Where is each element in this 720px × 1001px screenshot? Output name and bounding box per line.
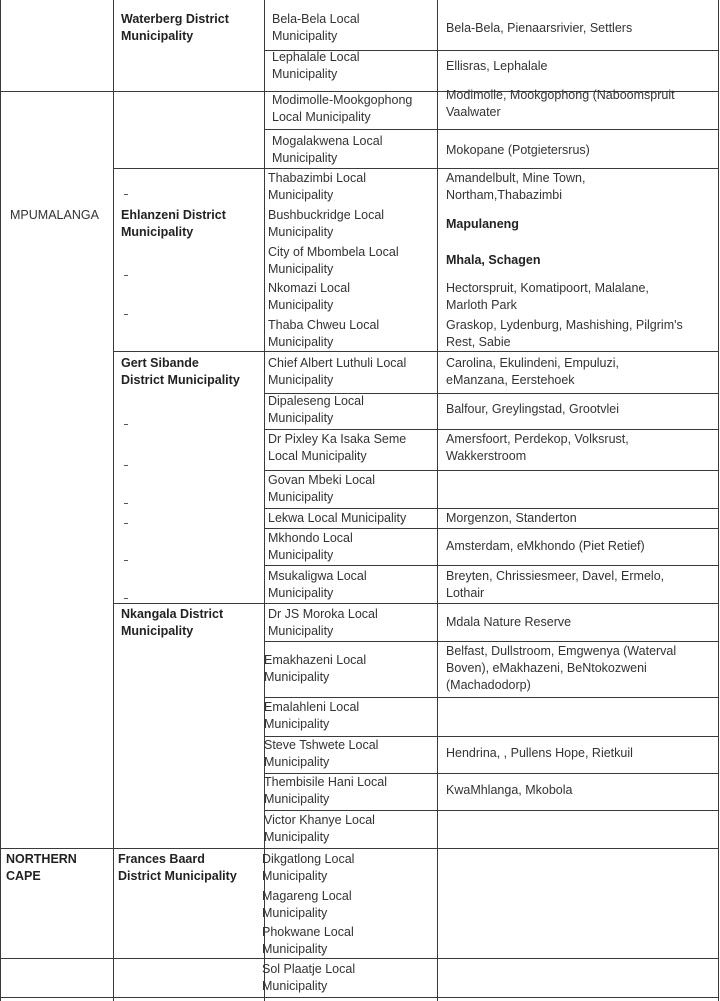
local-municipality-name: Phokwane Local (262, 925, 354, 939)
towns-cell: Lothair (446, 586, 485, 600)
towns-cell: Morgenzon, Standerton (446, 511, 577, 525)
district-name: Municipality (121, 624, 194, 638)
towns-cell: Carolina, Ekulindeni, Empuluzi, (446, 356, 620, 370)
province-name: NORTHERN (6, 852, 77, 866)
local-municipality-name: Municipality (268, 262, 334, 276)
towns-cell: (Machadodorp) (446, 678, 531, 692)
towns-cell: Northam,Thabazimbi (446, 188, 563, 202)
district-name: Municipality (121, 29, 194, 43)
towns-cell: Mapulaneng (446, 217, 519, 231)
district-name: Waterberg District (121, 12, 229, 26)
local-municipality-name: Municipality (264, 717, 330, 731)
local-municipality-name: Municipality (268, 298, 334, 312)
local-municipality-name: Municipality (272, 151, 338, 165)
local-municipality-name: Thaba Chweu Local (268, 318, 380, 332)
local-municipality-name: Msukaligwa Local (268, 569, 367, 583)
local-municipality-name: Municipality (262, 979, 328, 993)
local-municipality-name: Municipality (268, 373, 334, 387)
local-municipality-name: Nkomazi Local (268, 281, 350, 295)
local-municipality-name: Steve Tshwete Local (264, 738, 379, 752)
towns-cell: Vaalwater (446, 105, 501, 119)
local-municipality-name: Municipality (268, 586, 334, 600)
towns-cell: Amersfoort, Perdekop, Volksrust, (446, 432, 629, 446)
towns-cell: Balfour, Greylingstad, Grootvlei (446, 402, 619, 416)
local-municipality-name: Mogalakwena Local (272, 134, 383, 148)
local-municipality-name: Govan Mbeki Local (268, 473, 376, 487)
towns-cell: Ellisras, Lephalale (446, 59, 548, 73)
local-municipality-name: Municipality (268, 188, 334, 202)
local-municipality-name: Dikgatlong Local (262, 852, 355, 866)
local-municipality-name: Municipality (264, 670, 330, 684)
local-municipality-name: Lekwa Local Municipality (268, 511, 407, 525)
local-municipality-name: Municipality (262, 869, 328, 883)
towns-cell: Hectorspruit, Komatipoort, Malalane, (446, 281, 649, 295)
towns-cell: Modimolle, Mookgophong (Naboomspruit (446, 88, 675, 102)
local-municipality-name: Municipality (268, 335, 334, 349)
towns-cell: Hendrina, , Pullens Hope, Rietkuil (446, 746, 633, 760)
local-municipality-name: Municipality (268, 411, 334, 425)
local-municipality-name: Lephalale Local (272, 50, 360, 64)
local-municipality-name: Dipaleseng Local (268, 394, 364, 408)
local-municipality-name: Magareng Local (262, 889, 352, 903)
local-municipality-name: Thembisile Hani Local (264, 775, 387, 789)
local-municipality-name: Modimolle-Mookgophong (272, 93, 413, 107)
local-municipality-name: Municipality (268, 490, 334, 504)
district-name: Gert Sibande (121, 356, 199, 370)
local-municipality-name: Municipality (268, 225, 334, 239)
local-municipality-name: Bushbuckridge Local (268, 208, 385, 222)
local-municipality-name: Municipality (272, 29, 338, 43)
district-name: Nkangala District (121, 607, 224, 621)
towns-cell: Graskop, Lydenburg, Mashishing, Pilgrim's (446, 318, 683, 332)
province-name: MPUMALANGA (10, 208, 99, 222)
local-municipality-name: Municipality (272, 67, 338, 81)
district-name: District Municipality (121, 373, 240, 387)
towns-cell: Marloth Park (446, 298, 517, 312)
local-municipality-name: Victor Khanye Local (264, 813, 375, 827)
local-municipality-name: Sol Plaatje Local (262, 962, 356, 976)
towns-cell: Amandelbult, Mine Town, (446, 171, 586, 185)
local-municipality-name: Mkhondo Local (268, 531, 353, 545)
local-municipality-name: Thabazimbi Local (268, 171, 366, 185)
local-municipality-name: City of Mbombela Local (268, 245, 399, 259)
towns-cell: Bela-Bela, Pienaarsrivier, Settlers (446, 21, 633, 35)
towns-cell: KwaMhlanga, Mkobola (446, 783, 573, 797)
towns-cell: Rest, Sabie (446, 335, 511, 349)
local-municipality-name: Bela-Bela Local (272, 12, 360, 26)
local-municipality-name: Emalahleni Local (264, 700, 360, 714)
towns-cell: Wakkerstroom (446, 449, 527, 463)
towns-cell: Belfast, Dullstroom, Emgwenya (Waterval (446, 644, 677, 658)
local-municipality-name: Municipality (268, 624, 334, 638)
local-municipality-name: Municipality (268, 548, 334, 562)
towns-cell: eManzana, Eerstehoek (446, 373, 575, 387)
local-municipality-name: Dr JS Moroka Local (268, 607, 378, 621)
towns-cell: Breyten, Chrissiesmeer, Davel, Ermelo, (446, 569, 665, 583)
local-municipality-name: Municipality (264, 792, 330, 806)
local-municipality-name: Municipality (262, 942, 328, 956)
district-name: District Municipality (118, 869, 237, 883)
local-municipality-name: Emakhazeni Local (264, 653, 367, 667)
local-municipality-name: Municipality (264, 755, 330, 769)
local-municipality-name: Municipality (262, 906, 328, 920)
local-municipality-name: Chief Albert Luthuli Local (268, 356, 407, 370)
district-name: Frances Baard (118, 852, 205, 866)
local-municipality-name: Municipality (264, 830, 330, 844)
towns-cell: Mokopane (Potgietersrus) (446, 143, 590, 157)
district-name: Municipality (121, 225, 194, 239)
province-name: CAPE (6, 869, 41, 883)
towns-cell: Amsterdam, eMkhondo (Piet Retief) (446, 539, 645, 553)
local-municipality-name: Local Municipality (268, 449, 367, 463)
district-name: Ehlanzeni District (121, 208, 226, 222)
towns-cell: Mhala, Schagen (446, 253, 541, 267)
towns-cell: Boven), eMakhazeni, BeNtokozweni (446, 661, 647, 675)
towns-cell: Mdala Nature Reserve (446, 615, 572, 629)
local-municipality-name: Dr Pixley Ka Isaka Seme (268, 432, 407, 446)
local-municipality-name: Local Municipality (272, 110, 371, 124)
